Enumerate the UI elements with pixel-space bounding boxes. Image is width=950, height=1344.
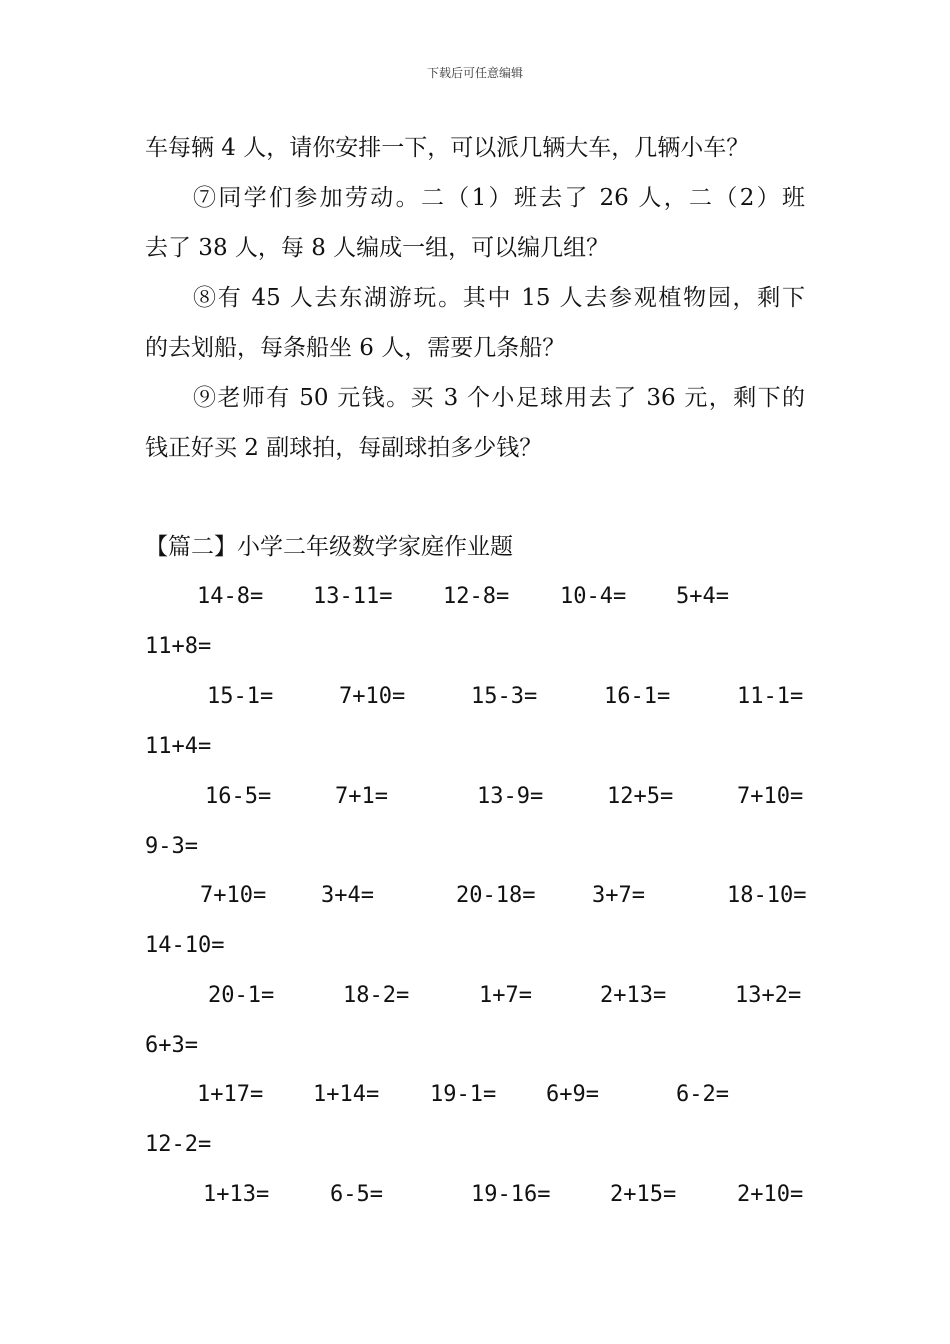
- problem-8-line-2: 的去划船，每条船坐 6 人，需要几条船？: [145, 335, 566, 361]
- exercise: 13-9=: [477, 784, 544, 809]
- section-title: 【篇二】小学二年级数学家庭作业题: [145, 534, 513, 560]
- exercise: 7+10=: [737, 784, 804, 809]
- exercise: 3+4=: [321, 883, 374, 908]
- exercise: 7+1=: [335, 784, 388, 809]
- exercise: 6+3=: [145, 1033, 198, 1058]
- exercise: 11-1=: [737, 684, 804, 709]
- problem-9-line-1: ⑨老师有 50 元钱。买 3 个小足球用去了 36 元，剩下的: [193, 385, 805, 411]
- exercise: 9-3=: [145, 834, 198, 859]
- problem-9-line-2: 钱正好买 2 副球拍，每副球拍多少钱？: [145, 435, 543, 461]
- exercise: 7+10=: [200, 883, 267, 908]
- exercise: 11+8=: [145, 634, 212, 659]
- exercise: 18-2=: [343, 983, 410, 1008]
- problem-7-line-1: ⑦同学们参加劳动。二（1）班去了 26 人，二（2）班: [193, 185, 805, 211]
- exercise: 12-2=: [145, 1132, 212, 1157]
- exercise: 6+9=: [546, 1082, 599, 1107]
- problem-8-line-1: ⑧有 45 人去东湖游玩。其中 15 人去参观植物园，剩下: [193, 285, 805, 311]
- exercise: 20-18=: [456, 883, 536, 908]
- exercise: 1+13=: [203, 1182, 270, 1207]
- exercise: 12+5=: [607, 784, 674, 809]
- exercise: 16-1=: [604, 684, 671, 709]
- exercise: 2+13=: [600, 983, 667, 1008]
- exercise: 13+2=: [735, 983, 802, 1008]
- exercise: 11+4=: [145, 734, 212, 759]
- exercise: 1+17=: [197, 1082, 264, 1107]
- exercise: 7+10=: [339, 684, 406, 709]
- exercise: 1+7=: [479, 983, 532, 1008]
- exercise: 12-8=: [443, 584, 510, 609]
- exercise: 13-11=: [313, 584, 393, 609]
- page-header: 下载后可任意编辑: [426, 66, 523, 80]
- problem-7-line-2: 去了 38 人，每 8 人编成一组，可以编几组？: [145, 235, 610, 261]
- exercise: 3+7=: [592, 883, 645, 908]
- exercise: 1+14=: [313, 1082, 380, 1107]
- exercise: 19-1=: [430, 1082, 497, 1107]
- exercise: 6-2=: [676, 1082, 729, 1107]
- exercise: 2+15=: [610, 1182, 677, 1207]
- exercise: 15-3=: [471, 684, 538, 709]
- exercise: 6-5=: [330, 1182, 383, 1207]
- exercise: 14-8=: [197, 584, 264, 609]
- problem-6-continued: 车每辆 4 人，请你安排一下，可以派几辆大车，几辆小车？: [145, 135, 750, 161]
- exercise: 16-5=: [205, 784, 272, 809]
- exercise: 15-1=: [207, 684, 274, 709]
- exercise: 20-1=: [208, 983, 275, 1008]
- exercise: 14-10=: [145, 933, 225, 958]
- exercise: 19-16=: [471, 1182, 551, 1207]
- exercise: 5+4=: [676, 584, 729, 609]
- exercise: 2+10=: [737, 1182, 804, 1207]
- exercise: 10-4=: [560, 584, 627, 609]
- exercise: 18-10=: [727, 883, 807, 908]
